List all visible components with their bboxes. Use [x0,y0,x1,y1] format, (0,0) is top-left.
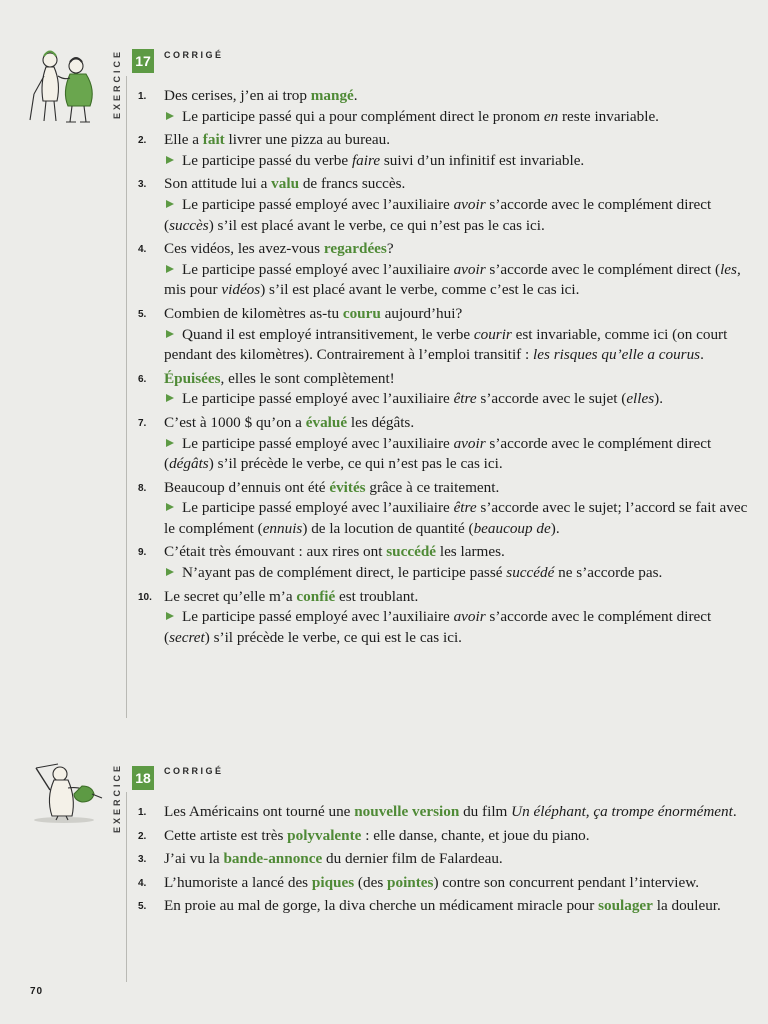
exercise-18-gutter-line [126,792,127,982]
item-explanation: Le participe passé employé avec l’auxiliaire avoir s’accorde avec le complément direct (les, mis pour vidéos) s’il est placé avant le verbe, comme c’est le cas ici. [164,260,741,299]
triangle-bullet-icon [166,265,174,273]
page-number: 70 [30,986,44,997]
item-sentence: C’est à 1000 $ qu’on a évalué les dégâts. [164,413,415,431]
item-explanation: Le participe passé qui a pour complément direct le pronom en reste invariable. [164,107,756,128]
item-explanation: N’ayant pas de complément direct, le participe passé succédé ne s’accorde pas. [164,563,756,584]
item-number: 7. [138,417,147,429]
item-explanation: Le participe passé employé avec l’auxiliaire avoir s’accorde avec le complément direct (succès) s’il est placé avant le verbe, ce qui n’est pas le cas ici. [164,195,712,234]
triangle-bullet-icon [166,612,174,620]
item-sentence: Le secret qu’elle m’a confié est troublant. [164,587,419,605]
item-number: 4. [138,877,147,889]
item-number: 9. [138,547,147,559]
exercise-18-side-label: EXERCICE [112,763,122,834]
exercise-17-heading: CORRIGÉ [164,50,224,60]
triangle-bullet-icon [166,568,174,576]
list-item [138,130,756,171]
triangle-bullet-icon [166,439,174,447]
elderly-couple-illustration [26,46,102,128]
triangle-bullet-icon [166,112,174,120]
item-number: 4. [138,244,147,256]
triangle-bullet-icon [166,503,174,511]
list-item: 3. J’ai vu la bande-annonce du dernier film de Falardeau. [164,849,756,870]
item-number: 5. [138,901,147,913]
exercise-18-heading: CORRIGÉ [164,766,224,776]
list-item [138,542,756,583]
item-sentence: Elle a fait livrer une pizza au bureau. [164,131,391,149]
exercise-17-gutter-line [126,76,127,718]
list-item [138,86,756,127]
list-item [138,174,756,236]
list-item: 4. L’humoriste a lancé des piques (des pointes) contre son concurrent pendant l’interview. [164,873,756,894]
list-item: 1. Les Américains ont tourné une nouvelle version du film Un éléphant, ça trompe énormément. [164,802,756,823]
item-explanation: Quand il est employé intransitivement, le verbe courir est invariable, comme ici (on court pendant des kilomètres). Contrairement à l’emploi transitif : les risques qu’elle a courus. [164,325,728,364]
item-explanation: Le participe passé employé avec l’auxiliaire avoir s’accorde avec le complément direct (secret) s’il précède le verbe, ce qui est le cas ici. [164,608,712,646]
triangle-bullet-icon [166,200,174,208]
item-number: 3. [138,179,147,191]
item-sentence: Son attitude lui a valu de francs succès. [164,175,406,193]
item-number: 10. [138,591,152,603]
item-sentence: Combien de kilomètres as-tu couru aujourd’hui? [164,304,463,322]
exercise-17-number-badge: 17 [132,49,154,73]
item-explanation: Le participe passé employé avec l’auxiliaire être s’accorde avec le sujet; l’accord se fait avec le complément (ennuis) de la locution de quantité (beaucoup de). [164,499,748,537]
exercise-17-side-label: EXERCICE [112,49,122,120]
item-sentence: Des cerises, j’en ai trop mangé. [164,87,358,104]
item-explanation: Le participe passé employé avec l’auxiliaire avoir s’accorde avec le complément direct (dégâts) s’il précède le verbe, ce qui n’est pas le cas ici. [164,434,712,473]
item-sentence: Épuisées, elles le sont complètement! [164,369,395,387]
item-explanation: Le participe passé du verbe faire suivi d’un infinitif est invariable. [164,151,756,172]
list-item [138,239,756,301]
exercise-18-number-badge: 18 [132,766,154,790]
list-item [138,587,756,649]
list-item [138,413,756,475]
violinist-illustration [28,760,104,826]
item-number: 2. [138,830,147,842]
exercise-17-answer-list [138,86,756,651]
triangle-bullet-icon [166,330,174,338]
item-number: 1. [138,807,147,818]
item-number: 5. [138,308,147,320]
item-number: 6. [138,373,147,385]
item-number: 8. [138,482,147,494]
list-item [138,304,756,366]
list-item [138,369,756,410]
item-sentence: Beaucoup d’ennuis ont été évités grâce à ce traitement. [164,478,500,496]
list-item [138,478,756,540]
item-number: 1. [138,91,147,102]
item-explanation: Le participe passé employé avec l’auxiliaire être s’accorde avec le sujet (elles). [164,389,756,410]
list-item: 2. Cette artiste est très polyvalente : elle danse, chante, et joue du piano. [164,826,756,847]
triangle-bullet-icon [166,156,174,164]
list-item: 5. En proie au mal de gorge, la diva cherche un médicament miracle pour soulager la douleur. [164,896,756,917]
item-number: 2. [138,135,147,147]
item-sentence: C’était très émouvant : aux rires ont succédé les larmes. [164,543,505,561]
item-sentence: Ces vidéos, les avez-vous regardées? [164,240,394,258]
item-number: 3. [138,854,147,866]
exercise-18-answer-list [138,802,756,920]
triangle-bullet-icon [166,394,174,402]
